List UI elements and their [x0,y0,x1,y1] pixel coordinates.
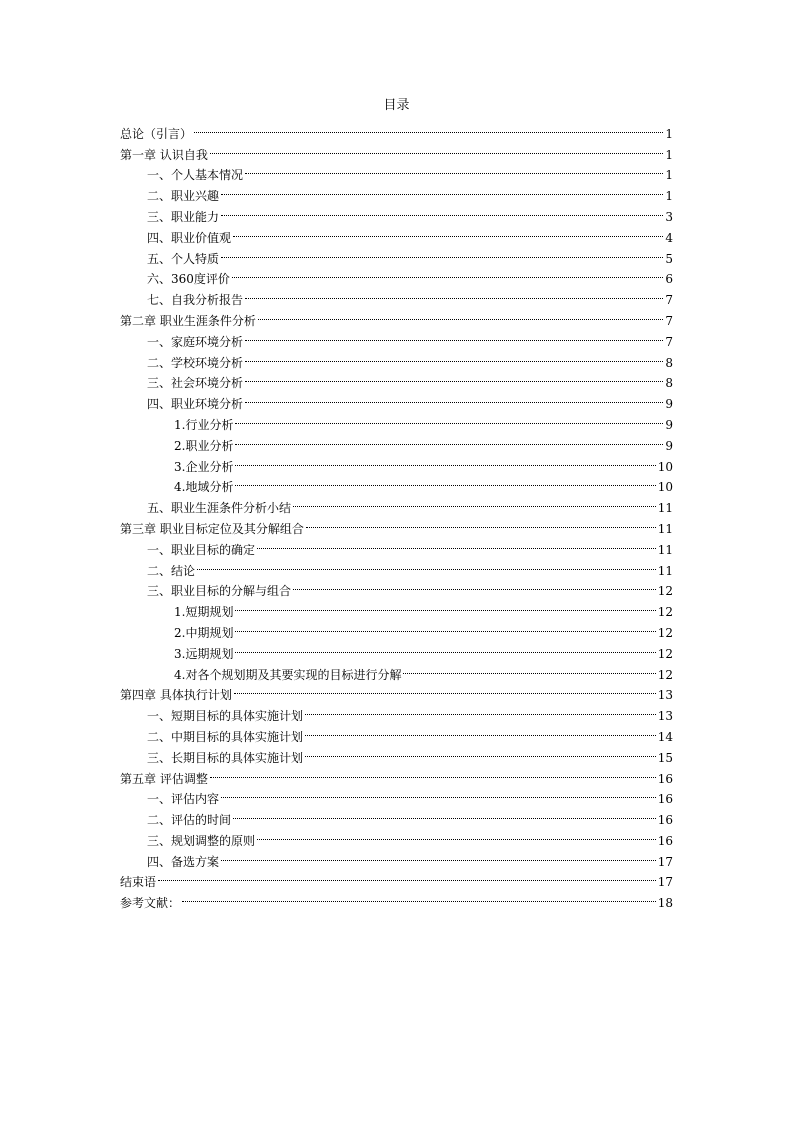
table-of-contents [120,117,673,911]
dot-leader [257,824,656,845]
toc-entry-page-number: 11 [657,563,673,578]
dot-leader [221,783,656,804]
dot-leader [235,637,655,658]
toc-entry-label: 第三章 职业目标定位及其分解组合 [120,521,304,536]
toc-entry-page-number: 7 [665,334,673,349]
toc-entry-page-number: 4 [665,230,673,245]
toc-entry-label: 二、结论 [147,563,196,578]
dot-leader [221,242,663,263]
dot-leader [158,866,656,887]
toc-entry-label: 三、职业能力 [147,209,220,224]
toc-entry-label: 3.远期规划 [174,646,234,661]
toc-entry-label: 4.地域分析 [174,480,234,495]
toc-entry-page-number: 5 [665,251,673,266]
dot-leader [221,179,663,200]
dot-leader [210,138,664,159]
toc-entry-label: 二、学校环境分析 [147,355,244,370]
toc-entry-label: 四、备选方案 [147,854,220,869]
toc-entry-label: 三、规划调整的原则 [147,833,256,848]
toc-entry-page-number: 12 [657,667,673,682]
dot-leader [235,429,663,450]
dot-leader [233,803,656,824]
toc-entry-page-number: 16 [657,813,673,828]
toc-entry-page-number: 13 [657,709,673,724]
toc-entry-label: 三、职业目标的分解与组合 [147,584,292,599]
dot-leader [257,533,656,554]
toc-entry-label: 第五章 评估调整 [120,771,208,786]
toc-entry-label: 五、个人特质 [147,251,220,266]
toc-entry-label: 2.职业分析 [174,438,234,453]
dot-leader [305,741,656,762]
toc-entry-page-number: 1 [665,126,673,141]
toc-entry-page-number: 17 [657,875,673,890]
toc-entry-page-number: 15 [657,750,673,765]
toc-entry[interactable] [120,886,673,911]
dot-leader [305,699,656,720]
toc-entry-label: 一、短期目标的具体实施计划 [147,709,304,724]
toc-entry[interactable] [120,554,673,578]
toc-entry-label: 第一章 认识自我 [120,147,208,162]
toc-entry-page-number: 10 [657,480,673,495]
toc-entry-label: 总论（引言） [120,126,193,141]
toc-entry-label: 七、自我分析报告 [147,293,244,308]
dot-leader [235,616,655,637]
dot-leader [305,720,656,741]
dot-leader [306,512,656,533]
toc-entry-page-number: 14 [657,729,673,744]
toc-entry-label: 4.对各个规划期及其要实现的目标进行分解 [174,667,402,682]
toc-entry[interactable] [120,117,673,141]
toc-entry-page-number: 16 [657,833,673,848]
toc-title: 目录 [383,98,410,113]
toc-entry-label: 3.企业分析 [174,459,234,474]
dot-leader [235,408,663,429]
toc-entry-page-number: 12 [657,625,673,640]
toc-entry-page-number: 12 [657,646,673,661]
toc-entry-label: 第二章 职业生涯条件分析 [120,313,256,328]
toc-entry-page-number: 17 [657,854,673,869]
toc-entry-label: 五、职业生涯条件分析小结 [147,501,292,516]
toc-entry-label: 六、360度评价 [147,272,230,287]
dot-leader [293,491,656,512]
dot-leader [234,679,656,700]
dot-leader [182,886,656,907]
dot-leader [221,845,656,866]
toc-entry-label: 参考文献： [120,896,181,911]
dot-leader [245,325,663,346]
toc-entry-page-number: 7 [665,313,673,328]
dot-leader [233,221,663,242]
dot-leader [245,159,663,180]
toc-entry-label: 1.短期规划 [174,605,234,620]
toc-entry-page-number: 8 [665,355,673,370]
toc-entry-label: 二、中期目标的具体实施计划 [147,729,304,744]
toc-entry-label: 一、职业目标的确定 [147,542,256,557]
toc-entry-page-number: 16 [657,792,673,807]
toc-entry-page-number: 8 [665,376,673,391]
toc-entry-label: 三、社会环境分析 [147,376,244,391]
toc-entry-page-number: 7 [665,293,673,308]
toc-entry-label: 1.行业分析 [174,417,234,432]
dot-leader [245,346,663,367]
dot-leader [235,595,655,616]
toc-entry-page-number: 10 [657,459,673,474]
dot-leader [245,283,663,304]
dot-leader [293,575,656,596]
dot-leader [235,450,655,471]
toc-entry[interactable] [120,866,673,890]
dot-leader [245,367,663,388]
toc-entry-label: 三、长期目标的具体实施计划 [147,750,304,765]
dot-leader [403,658,655,679]
toc-entry-page-number: 9 [665,438,673,453]
dot-leader [194,117,663,138]
toc-entry-label: 一、评估内容 [147,792,220,807]
toc-entry-page-number: 1 [665,168,673,183]
toc-entry-label: 二、职业兴趣 [147,189,220,204]
dot-leader [197,554,656,575]
dot-leader [235,471,655,492]
toc-entry-label: 第四章 具体执行计划 [120,688,232,703]
toc-entry-label: 2.中期规划 [174,625,234,640]
toc-entry-page-number: 9 [665,417,673,432]
dot-leader [245,387,663,408]
toc-entry-page-number: 3 [665,209,673,224]
toc-entry-page-number: 6 [665,272,673,287]
dot-leader [258,304,664,325]
toc-entry-page-number: 11 [657,521,673,536]
toc-entry-label: 一、个人基本情况 [147,168,244,183]
toc-entry-label: 一、家庭环境分析 [147,334,244,349]
toc-entry-page-number: 18 [657,896,673,911]
toc-entry-page-number: 13 [657,688,673,703]
dot-leader [221,200,663,221]
dot-leader [232,263,663,284]
toc-entry-label: 结束语 [120,875,157,890]
toc-entry-page-number: 1 [665,147,673,162]
toc-entry[interactable] [120,575,673,599]
toc-entry[interactable] [120,138,673,162]
toc-entry-page-number: 11 [657,542,673,557]
dot-leader [210,762,656,783]
toc-entry-page-number: 11 [657,501,673,516]
toc-entry-page-number: 16 [657,771,673,786]
toc-entry-page-number: 12 [657,605,673,620]
toc-entry-page-number: 9 [665,397,673,412]
toc-entry-label: 四、职业环境分析 [147,397,244,412]
toc-entry-label: 二、评估的时间 [147,813,232,828]
toc-entry-page-number: 1 [665,189,673,204]
toc-entry-page-number: 12 [657,584,673,599]
toc-entry-label: 四、职业价值观 [147,230,232,245]
